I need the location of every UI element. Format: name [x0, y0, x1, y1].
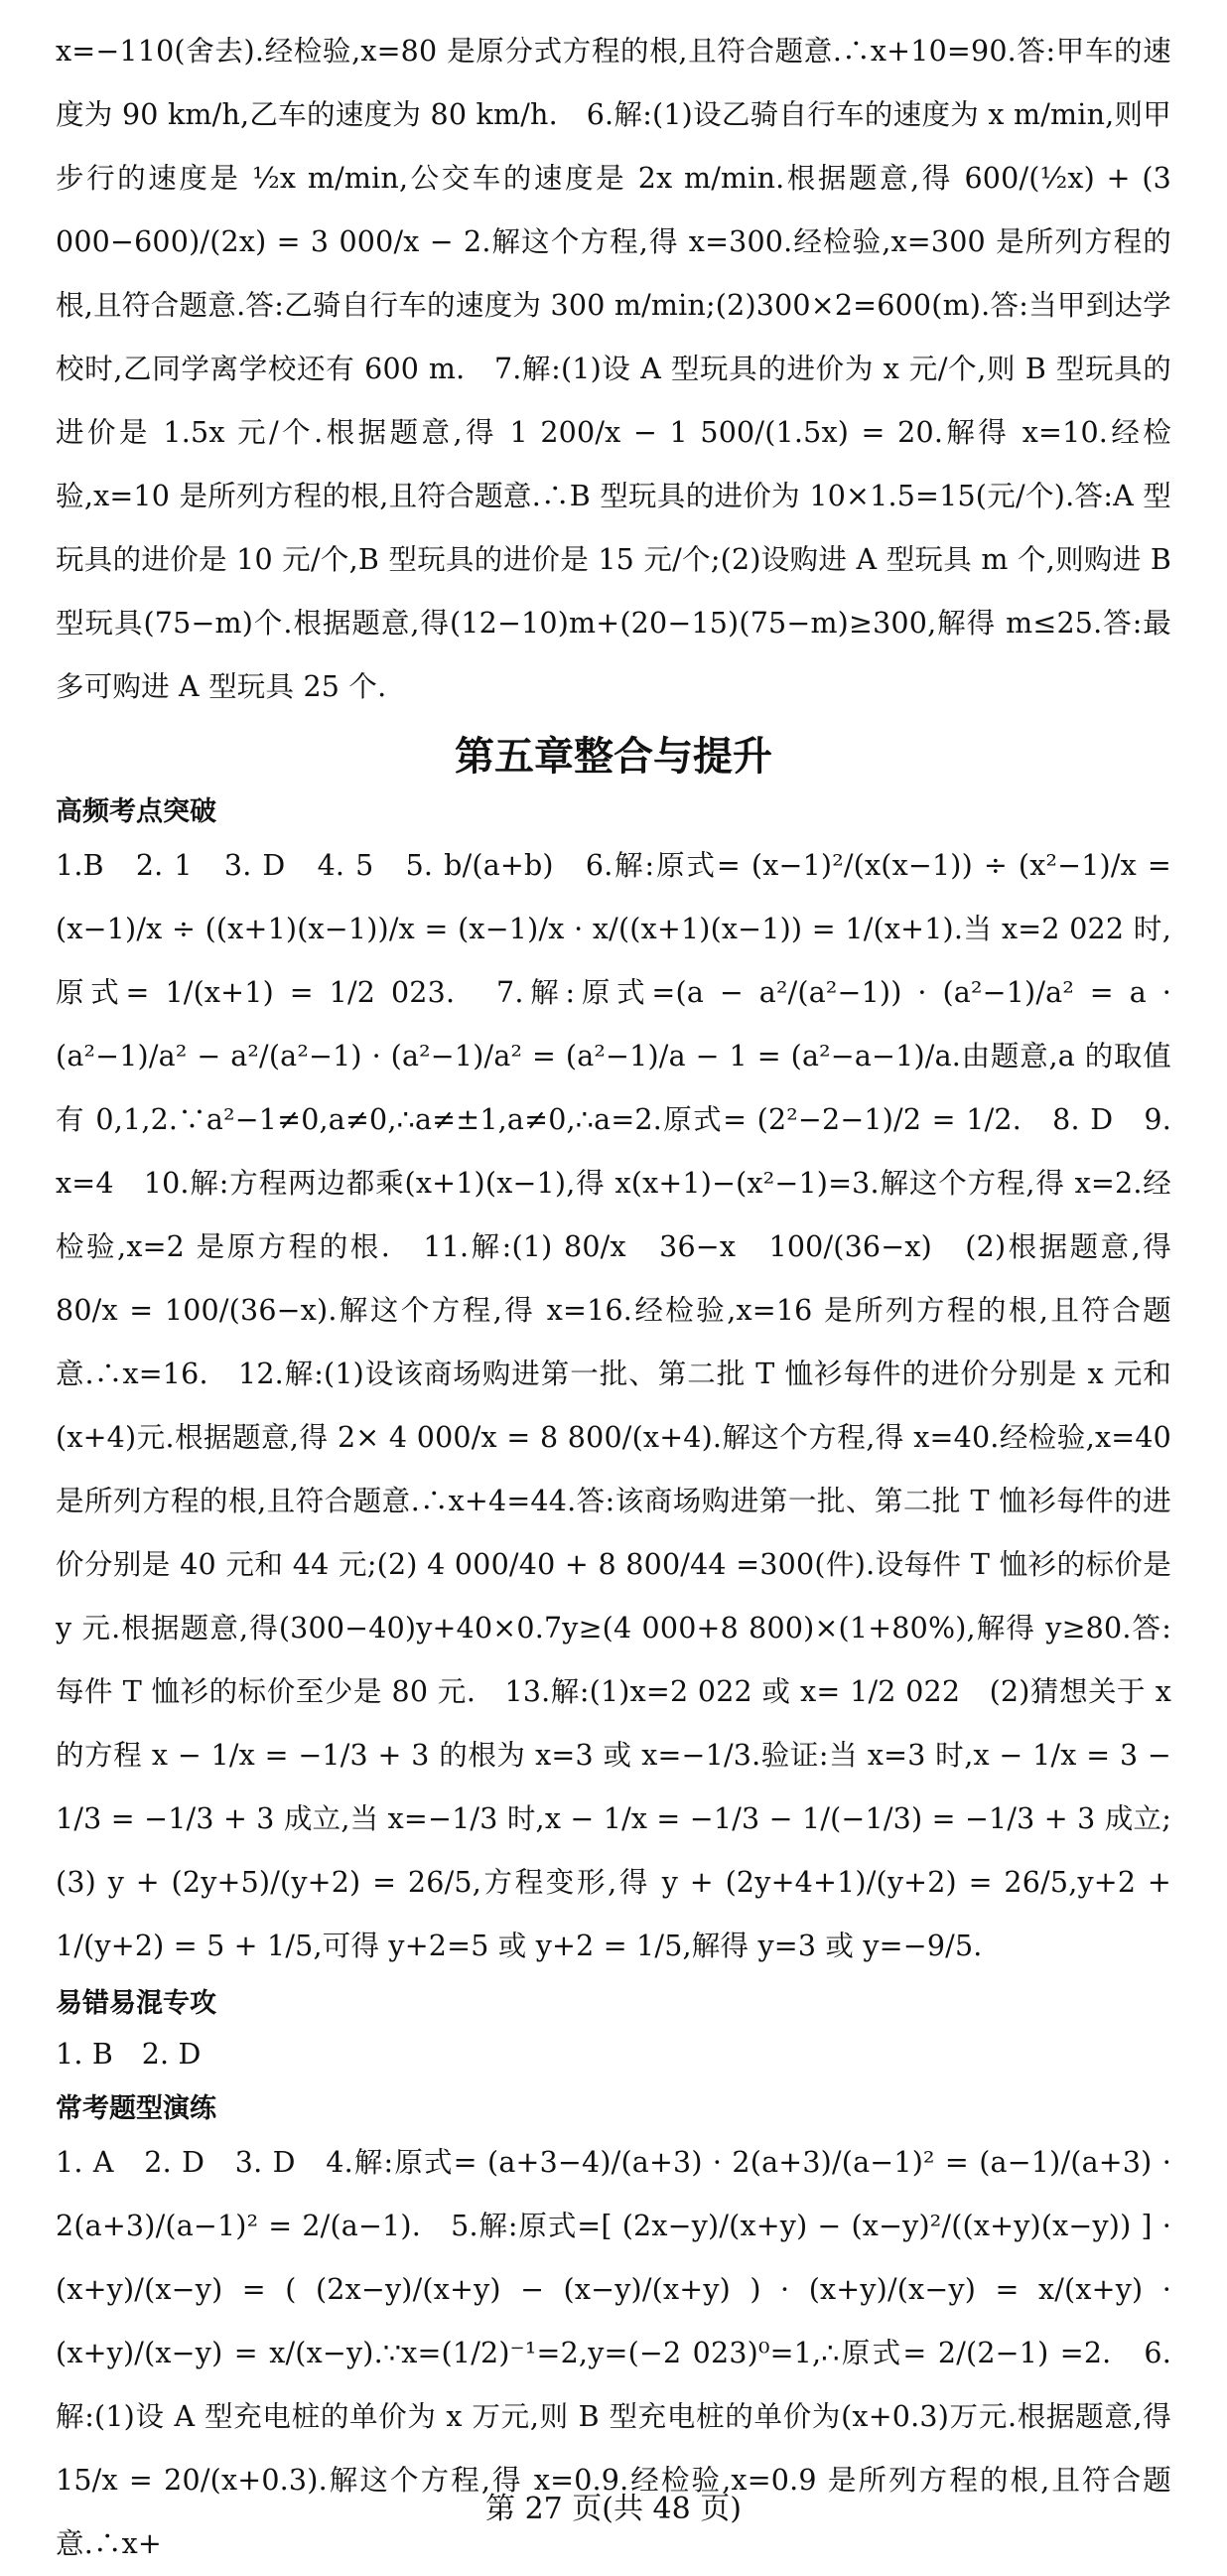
answer-paragraph-error-prone: 1. B 2. D	[56, 2038, 202, 2071]
chapter-title: 第五章整合与提升	[455, 734, 772, 780]
answer-paragraph-chapter4-end: x=−110(舍去).经检验,x=80 是原分式方程的根,且符合题意.∴x+10=90.答:甲车的速度为 90 km/h,乙车的速度为 80 km/h. 6.解:(1)设乙骑自行车的速度为 x m/min,则甲步行的速度是 ½x m/min,公交车的速度是 2x m/min.根据题意,得 600/(½x) + (3 000−600)/(2x) = 3 000/x − 2.解这个方程,得 x=300.经检验,x=300 是所列方程的根,且符合题意.答:乙骑自行车的速度为 300 m/min;(2)300×2=600(m).答:当甲到达学校时,乙同学离学校还有 600 m. 7.解:(1)设 A 型玩具的进价为 x 元/个,则 B 型玩具的进价是 1.5x 元/个.根据题意,得 1 200/x − 1 500/(1.5x) = 20.解得 x=10.经检验,x=10 是所列方程的根,且符合题意.∴B 型玩具的进价为 10×1.5=15(元/个).答:A 型玩具的进价是 10 元/个,B 型玩具的进价是 15 元/个;(2)设购进 A 型玩具 m 个,则购进 B 型玩具(75−m)个.根据题意,得(12−10)m+(20−15)(75−m)≥300,解得 m≤25.答:最多可购进 A 型玩具 25 个.	[56, 35, 1171, 703]
page-footer: 第 27 页(共 48 页)	[485, 2492, 742, 2526]
answer-paragraph-common-types: 1. A 2. D 3. D 4.解:原式= (a+3−4)/(a+3) · 2(a+3)/(a−1)² = (a−1)/(a+3) · 2(a+3)/(a−1)² = 2/(a−1). 5.解:原式=[ (2x−y)/(x+y) − (x−y)²/((x+y)(x−y)) ] · (x+y)/(x−y) = ( (2x−y)/(x+y) − (x−y)/(x+y) ) · (x+y)/(x−y) = x/(x+y) · (x+y)/(x−y) = x/(x−y).∵x=(1/2)⁻¹=2,y=(−2 023)⁰=1,∴原式= 2/(2−1) =2. 6.解:(1)设 A 型充电桩的单价为 x 万元,则 B 型充电桩的单价为(x+0.3)万元.根据题意,得 15/x = 20/(x+0.3).解这个方程,得 x=0.9.经检验,x=0.9 是所列方程的根,且符合题意.∴x+	[56, 2146, 1171, 2560]
answer-paragraph-high-frequency: 1.B 2. 1 3. D 4. 5 5. b/(a+b) 6.解:原式= (x−1)²/(x(x−1)) ÷ (x²−1)/x = (x−1)/x ÷ ((x+1)(x−1))/x = (x−1)/x · x/((x+1)(x−1)) = 1/(x+1).当 x=2 022 时,原式= 1/(x+1) = 1/2 023. 7.解:原式=(a − a²/(a²−1)) · (a²−1)/a² = a · (a²−1)/a² − a²/(a²−1) · (a²−1)/a² = (a²−1)/a − 1 = (a²−a−1)/a.由题意,a 的取值有 0,1,2.∵a²−1≠0,a≠0,∴a≠±1,a≠0,∴a=2.原式= (2²−2−1)/2 = 1/2. 8. D 9. x=4 10.解:方程两边都乘(x+1)(x−1),得 x(x+1)−(x²−1)=3.解这个方程,得 x=2.经检验,x=2 是原方程的根. 11.解:(1) 80/x 36−x 100/(36−x) (2)根据题意,得 80/x = 100/(36−x).解这个方程,得 x=16.经检验,x=16 是所列方程的根,且符合题意.∴x=16. 12.解:(1)设该商场购进第一批、第二批 T 恤衫每件的进价分别是 x 元和(x+4)元.根据题意,得 2× 4 000/x = 8 800/(x+4).解这个方程,得 x=40.经检验,x=40 是所列方程的根,且符合题意.∴x+4=44.答:该商场购进第一批、第二批 T 恤衫每件的进价分别是 40 元和 44 元;(2) 4 000/40 + 8 800/44 =300(件).设每件 T 恤衫的标价是 y 元.根据题意,得(300−40)y+40×0.7y≥(4 000+8 800)×(1+80%),解得 y≥80.答:每件 T 恤衫的标价至少是 80 元. 13.解:(1)x=2 022 或 x= 1/2 022 (2)猜想关于 x 的方程 x − 1/x = −1/3 + 3 的根为 x=3 或 x=−1/3.验证:当 x=3 时,x − 1/x = 3 − 1/3 = −1/3 + 3 成立,当 x=−1/3 时,x − 1/x = −1/3 − 1/(−1/3) = −1/3 + 3 成立;(3) y + (2y+5)/(y+2) = 26/5,方程变形,得 y + (2y+4+1)/(y+2) = 26/5,y+2 + 1/(y+2) = 5 + 1/5,可得 y+2=5 或 y+2 = 1/5,解得 y=3 或 y=−9/5.	[56, 849, 1171, 1962]
section-title-common-types: 常考题型演练	[56, 2093, 216, 2124]
section-title-error-prone: 易错易混专攻	[56, 1988, 216, 2019]
section-title-high-frequency: 高频考点突破	[56, 796, 216, 827]
